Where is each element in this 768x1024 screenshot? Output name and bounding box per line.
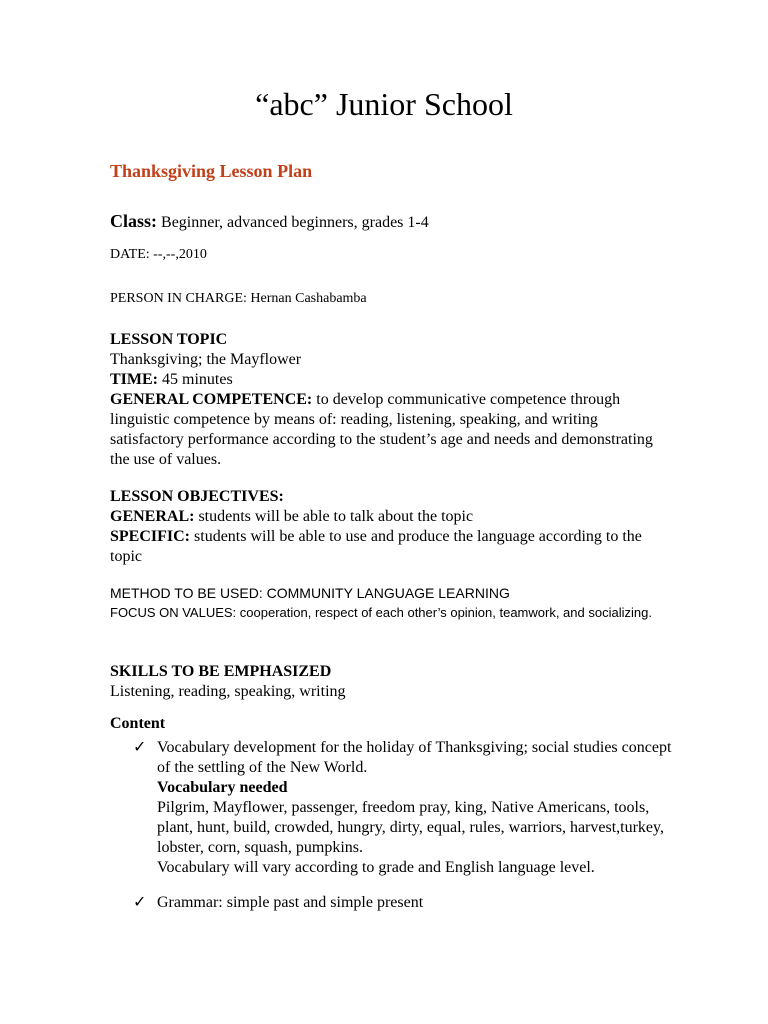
lesson-topic-heading: LESSON TOPIC: [110, 331, 228, 348]
checkmark-icon: ✓: [133, 739, 147, 756]
objective-specific-value: students will be able to use and produce the language according to the topic: [110, 528, 642, 565]
skills-block: [110, 662, 670, 702]
person-label: PERSON IN CHARGE:: [110, 291, 247, 306]
objective-general: [110, 507, 670, 527]
vocabulary-list: Pilgrim, Mayflower, passenger, freedom pray, king, Native Americans, tools, plant, hunt, build, crowded, hungry, dirty, equal, rules, warriors, harvest,turkey, lobster, corn, squash, pumpkins.: [157, 799, 664, 856]
objective-specific-label: SPECIFIC:: [110, 528, 191, 545]
objective-general-value: students will be able to talk about the topic: [194, 508, 474, 525]
content-list-item: [133, 893, 673, 913]
objective-general-label: GENERAL:: [110, 508, 195, 525]
date-label: DATE:: [110, 247, 150, 262]
school-title: “abc” Junior School: [255, 86, 513, 122]
skills-heading: SKILLS TO BE EMPHASIZED: [110, 663, 332, 680]
content-item-vocabulary: Vocabulary development for the holiday of Thanksgiving; social studies concept of the settling of the New World.: [157, 739, 672, 776]
method-line: [110, 583, 510, 603]
time-line: [110, 370, 670, 390]
date-value: --,--,2010: [149, 247, 207, 262]
content-item-grammar: Grammar: simple past and simple present: [157, 894, 424, 911]
lesson-topic-block: [110, 330, 670, 470]
values-label: FOCUS ON VALUES:: [110, 605, 237, 620]
class-label: Class:: [110, 211, 158, 231]
focus-on-values: [110, 604, 670, 622]
general-competence: [110, 390, 670, 470]
objective-specific: [110, 527, 670, 567]
person-line: [110, 289, 367, 309]
general-competence-label: GENERAL COMPETENCE:: [110, 391, 313, 408]
class-line: [110, 211, 429, 233]
method-label: METHOD TO BE USED:: [110, 585, 263, 601]
content-list-item: [133, 738, 673, 878]
values-text: cooperation, respect of each other’s opinion, teamwork, and socializing.: [236, 605, 652, 620]
time-value: 45 minutes: [158, 371, 233, 388]
skills-value: Listening, reading, speaking, writing: [110, 683, 346, 700]
method-value: COMMUNITY LANGUAGE LEARNING: [262, 585, 510, 601]
checkmark-icon: ✓: [133, 894, 147, 911]
date-line: [110, 245, 207, 265]
vocabulary-note: Vocabulary will vary according to grade and English language level.: [157, 859, 595, 876]
person-value: Hernan Cashabamba: [246, 291, 367, 306]
class-value: Beginner, advanced beginners, grades 1-4: [157, 214, 429, 231]
content-heading: Content: [110, 715, 166, 732]
lesson-topic-value: Thanksgiving; the Mayflower: [110, 351, 302, 368]
objectives-block: [110, 487, 670, 567]
general-competence-text: to develop communicative competence through linguistic competence by means of: reading, listening, speaking, and writing satisfactory performance according to the student’s age and needs and demonstrating the use of values.: [110, 391, 653, 468]
vocabulary-needed-heading: Vocabulary needed: [157, 779, 288, 796]
objectives-heading: LESSON OBJECTIVES:: [110, 488, 284, 505]
lesson-plan-title: Thanksgiving Lesson Plan: [110, 161, 313, 181]
time-label: TIME:: [110, 371, 158, 388]
